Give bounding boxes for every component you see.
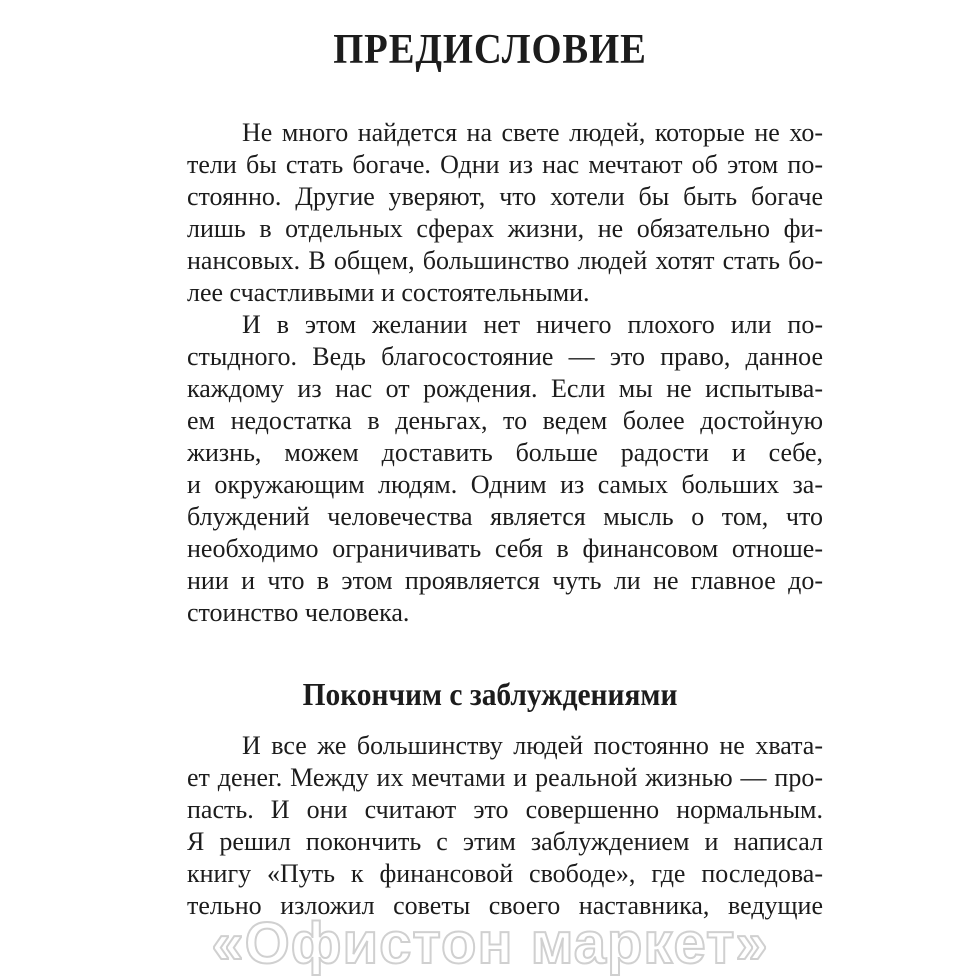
paragraph-block-preface — [187, 117, 823, 629]
text-line: книгу «Путь к финансовой свободе», где последова- — [187, 859, 823, 888]
text-line: стоянно. Другие уверяют, что хотели бы быть богаче — [187, 182, 823, 211]
text-line: Я решил покончить с этим заблуждением и написал — [187, 827, 823, 856]
text-line: нансовых. В общем, большинство людей хотят стать бо- — [187, 246, 823, 275]
page-title: ПРЕДИСЛОВИЕ — [333, 27, 647, 73]
text-line: стыдного. Ведь благосостояние — это право, данное — [187, 342, 823, 371]
text-line: блуждений человечества является мысль о том, что — [187, 502, 823, 531]
paragraph-block-misconceptions — [187, 730, 823, 922]
text-line: И все же большинству людей постоянно не хвата- — [242, 731, 823, 760]
text-line: лее счастливыми и состоятельными. — [187, 278, 590, 307]
text-line: тели бы стать богаче. Одни из нас мечтают об этом по- — [187, 150, 823, 179]
text-line: Не много найдется на свете людей, которые не хо- — [242, 118, 823, 147]
text-line: И в этом желании нет ничего плохого или по- — [242, 310, 823, 339]
text-line: нии и что в этом проявляется чуть ли не главное до- — [187, 566, 823, 595]
store-watermark: «Офистон маркет» — [211, 911, 769, 976]
text-line: ет денег. Между их мечтами и реальной жизнью — про- — [187, 763, 823, 792]
text-line: пасть. И они считают это совершенно нормальным. — [187, 795, 823, 824]
text-line: каждому из нас от рождения. Если мы не испытыва- — [187, 374, 823, 403]
text-line: необходимо ограничивать себя в финансовом отноше- — [187, 534, 823, 563]
text-line: лишь в отдельных сферах жизни, не обязательно фи- — [187, 214, 823, 243]
text-line: жизнь, можем доставить больше радости и себе, — [187, 438, 823, 467]
text-line: ем недостатка в деньгах, то ведем более достойную — [187, 406, 823, 435]
text-line: тельно изложил советы своего наставника, ведущие — [187, 891, 823, 920]
text-line: и окружающим людям. Одним из самых больших за- — [187, 470, 823, 499]
text-line: стоинство человека. — [187, 598, 410, 627]
section-subtitle: Покончим с заблуждениями — [302, 676, 678, 712]
